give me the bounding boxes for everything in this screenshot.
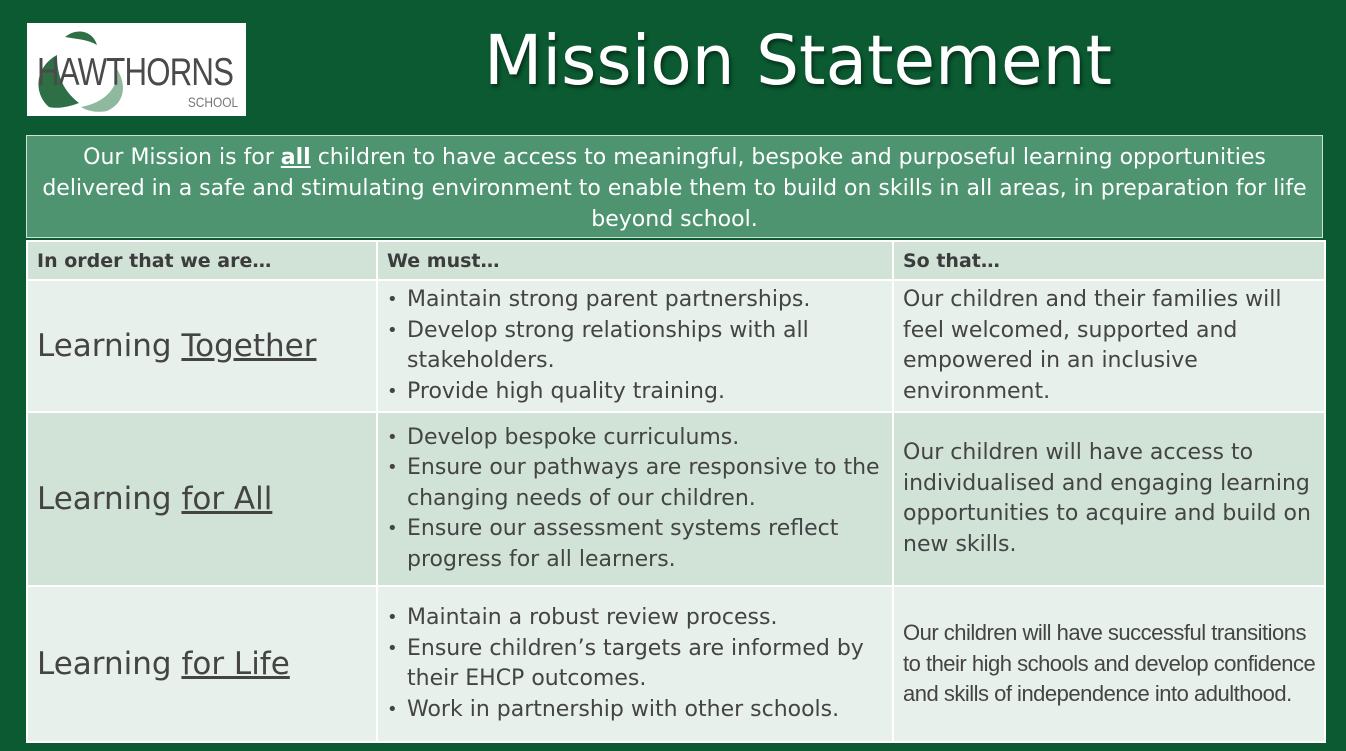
logo-subtitle: SCHOOL xyxy=(187,94,238,110)
list-item: • Maintain strong parent partnerships. xyxy=(407,285,891,316)
list-item: • Ensure our assessment systems reflect progress for all learners. xyxy=(407,514,891,575)
row-label-underlined: for Life xyxy=(181,646,290,682)
row-label-underlined: Together xyxy=(181,328,317,364)
page-title: Mission Statement xyxy=(484,21,1112,101)
list-item: • Work in partnership with other schools. xyxy=(407,695,891,726)
row-musts-together xyxy=(377,280,893,412)
list-item: • Ensure children’s targets are informed by their EHCP outcomes. xyxy=(407,634,891,695)
header-we-must: We must… xyxy=(377,241,893,280)
list-item: • Maintain a robust review process. xyxy=(407,603,891,634)
mission-table xyxy=(26,240,1326,743)
bottom-border xyxy=(0,746,1346,751)
list-item: • Ensure our pathways are responsive to the changing needs of our children. xyxy=(407,453,891,514)
table-row xyxy=(27,412,1325,586)
row-label-underlined: for All xyxy=(181,481,273,517)
mission-text-before: Our Mission is for xyxy=(83,145,281,170)
school-logo xyxy=(27,23,246,116)
row-label-prefix: Learning xyxy=(37,646,182,682)
row-label-prefix: Learning xyxy=(37,328,182,364)
header-in-order-that: In order that we are… xyxy=(27,241,377,280)
list-item: • Provide high quality training. xyxy=(407,377,891,408)
mission-emphasis: all xyxy=(280,145,311,170)
table-header-row xyxy=(27,241,1325,280)
row-outcome-for-all: Our children will have access to individualised and engaging learning opportunities to acquire and build on new skills. xyxy=(893,412,1325,586)
mission-text-after: children to have access to meaningful, bespoke and purposeful learning opportunities delivered in a safe and stimulating environment to enable them to build on skills in all areas, in preparation for life beyond school. xyxy=(42,145,1307,232)
row-label-together xyxy=(27,280,377,412)
row-label-for-all xyxy=(27,412,377,586)
row-musts-for-all xyxy=(377,412,893,586)
logo-wordmark: HAWTHORNS xyxy=(37,51,234,94)
table-row xyxy=(27,280,1325,412)
header-so-that: So that… xyxy=(893,241,1325,280)
row-musts-for-life xyxy=(377,586,893,742)
row-outcome-for-life: Our children will have successful transitions to their high schools and develop confidence and skills of independence into adulthood. xyxy=(893,586,1325,742)
table-row xyxy=(27,586,1325,742)
row-label-prefix: Learning xyxy=(37,481,182,517)
row-outcome-together: Our children and their families will feel welcomed, supported and empowered in an inclusive environment. xyxy=(893,280,1325,412)
list-item: • Develop bespoke curriculums. xyxy=(407,423,891,454)
mission-statement xyxy=(26,135,1323,238)
row-label-for-life xyxy=(27,586,377,742)
list-item: • Develop strong relationships with all stakeholders. xyxy=(407,316,891,377)
